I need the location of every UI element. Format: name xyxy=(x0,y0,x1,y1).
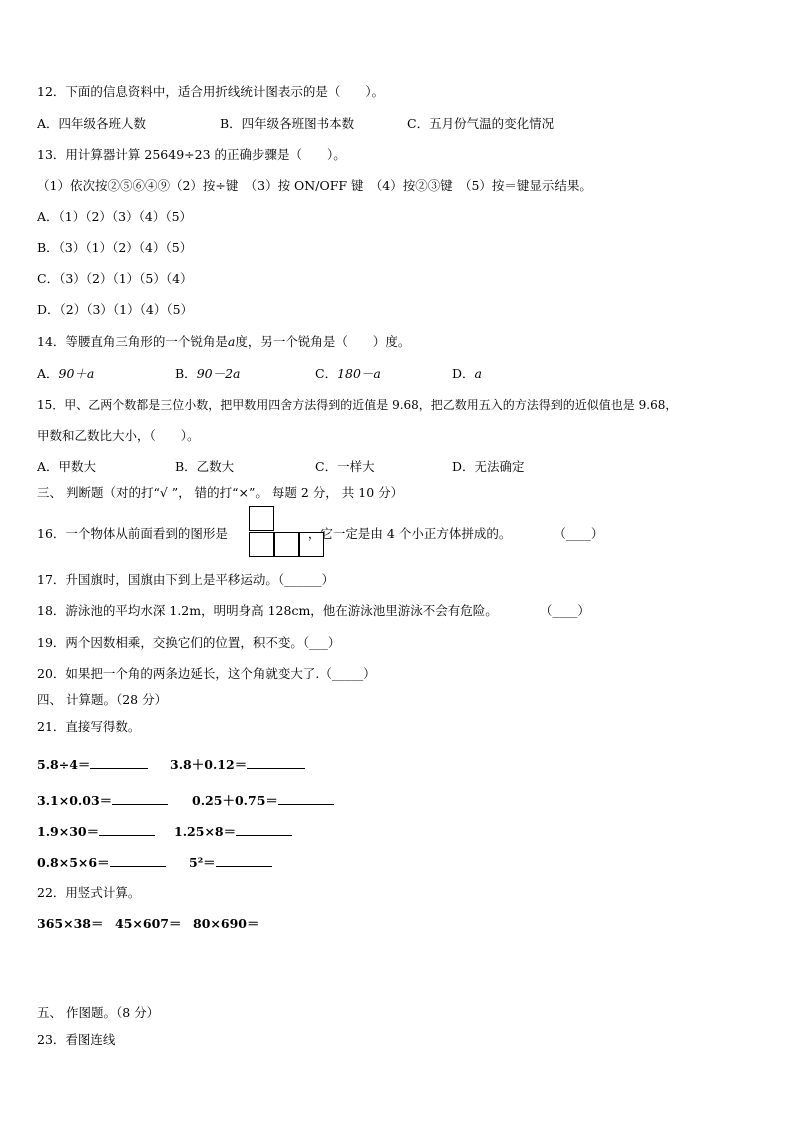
q21-item: 0.8×5×6＝ xyxy=(37,854,166,871)
figure-square-bottom-2 xyxy=(274,532,299,557)
q14-option-d: D．a xyxy=(452,366,482,381)
q13-steps: （1）依次按②⑤⑥④⑨（2）按÷键 （3）按 ON/OFF 键 （4）按②③键 （5）按＝键显示结果。 xyxy=(37,178,592,193)
q18-stem: 18．游泳池的平均水深 1.2m，明明身高 128cm，他在游泳池里游泳不会有危险。 （____） xyxy=(37,603,590,618)
section4-title: 四、 计算题。（28 分） xyxy=(37,692,168,707)
q16-stem-pre: 16．一个物体从前面看到的图形是 xyxy=(37,526,228,541)
q13-stem: 13．用计算器计算 25649÷23 的正确步骤是（ ）。 xyxy=(37,147,346,162)
q14-stem-post: 度，另一个锐角是（ ）度。 xyxy=(235,334,411,349)
q21-item: 3.1×0.03＝ xyxy=(37,792,168,809)
q21-item: 3.8＋0.12＝ xyxy=(170,756,305,773)
q12-option-c: C．五月份气温的变化情况 xyxy=(407,116,555,131)
q22-item: 365×38＝ xyxy=(37,916,104,931)
figure-square-bottom-1 xyxy=(249,532,274,557)
figure-square-bottom-3 xyxy=(299,532,324,557)
q15-option-a: A．甲数大 xyxy=(37,459,97,474)
q13-option-a: A．（1）（2）（3）（4）（5） xyxy=(37,209,193,224)
q14-stem-pre: 14．等腰直角三角形的一个锐角是 xyxy=(37,334,228,349)
q14-option-b: B．90－2a xyxy=(175,366,241,381)
section3-title: 三、 判断题（对的打“√ ”， 错的打“×”。 每题 2 分， 共 10 分） xyxy=(37,485,404,500)
q15-option-d: D．无法确定 xyxy=(452,459,525,474)
q21-item: 5.8÷4＝ xyxy=(37,756,148,773)
q22-stem: 22．用竖式计算。 xyxy=(37,885,141,900)
q13-option-d: D．（2）（3）（1）（4）（5） xyxy=(37,302,194,317)
q19-stem: 19．两个因数相乘，交换它们的位置，积不变。（___） xyxy=(37,635,341,650)
q21-item: 1.9×30＝ xyxy=(37,823,155,840)
q16-stem-post: ，它一定是由 4 个小正方体拼成的。 xyxy=(307,526,512,541)
q14-variable: a xyxy=(227,334,236,349)
q17-stem: 17．升国旗时，国旗由下到上是平移运动。（______） xyxy=(37,572,335,587)
q16-answer-paren: （____） xyxy=(553,526,604,541)
q21-item: 0.25＋0.75＝ xyxy=(192,792,334,809)
q15-option-c: C．一样大 xyxy=(315,459,375,474)
q14-option-a: A．90＋a xyxy=(37,366,95,381)
q13-option-c: C．（3）（2）（1）（5）（4） xyxy=(37,271,193,286)
q23-stem: 23．看图连线 xyxy=(37,1032,116,1047)
q14-option-c: C．180－a xyxy=(315,366,381,381)
section5-title: 五、 作图题。（8 分） xyxy=(37,1005,160,1020)
q15-stem-line1: 15．甲、乙两个数都是三位小数，把甲数用四舍方法得到的近值是 9.68，把乙数用五入的方法得到的近似值也是 9.68， xyxy=(37,398,678,412)
figure-square-top xyxy=(249,506,274,531)
q13-option-b: B．（3）（1）（2）（4）（5） xyxy=(37,240,193,255)
q22-item: 80×690＝ xyxy=(193,916,260,931)
q20-stem: 20．如果把一个角的两条边延长，这个角就变大了.（_____） xyxy=(37,666,376,681)
q22-item: 45×607＝ xyxy=(115,916,182,931)
q12-option-a: A．四年级各班人数 xyxy=(37,116,147,131)
q12-stem: 12．下面的信息资料中，适合用折线统计图表示的是（ ）。 xyxy=(37,84,385,99)
q14-stem xyxy=(37,334,410,350)
q21-item: 1.25×8＝ xyxy=(174,823,292,840)
q21-stem: 21．直接写得数。 xyxy=(37,719,141,734)
q18-answer-paren: （____） xyxy=(539,603,590,618)
front-view-figure xyxy=(249,506,329,558)
q12-option-b: B．四年级各班图书本数 xyxy=(220,116,355,131)
q21-item: 5²＝ xyxy=(189,854,272,871)
q15-option-b: B．乙数大 xyxy=(175,459,235,474)
q15-stem-line2: 甲数和乙数比大小，（ ）。 xyxy=(37,428,200,443)
